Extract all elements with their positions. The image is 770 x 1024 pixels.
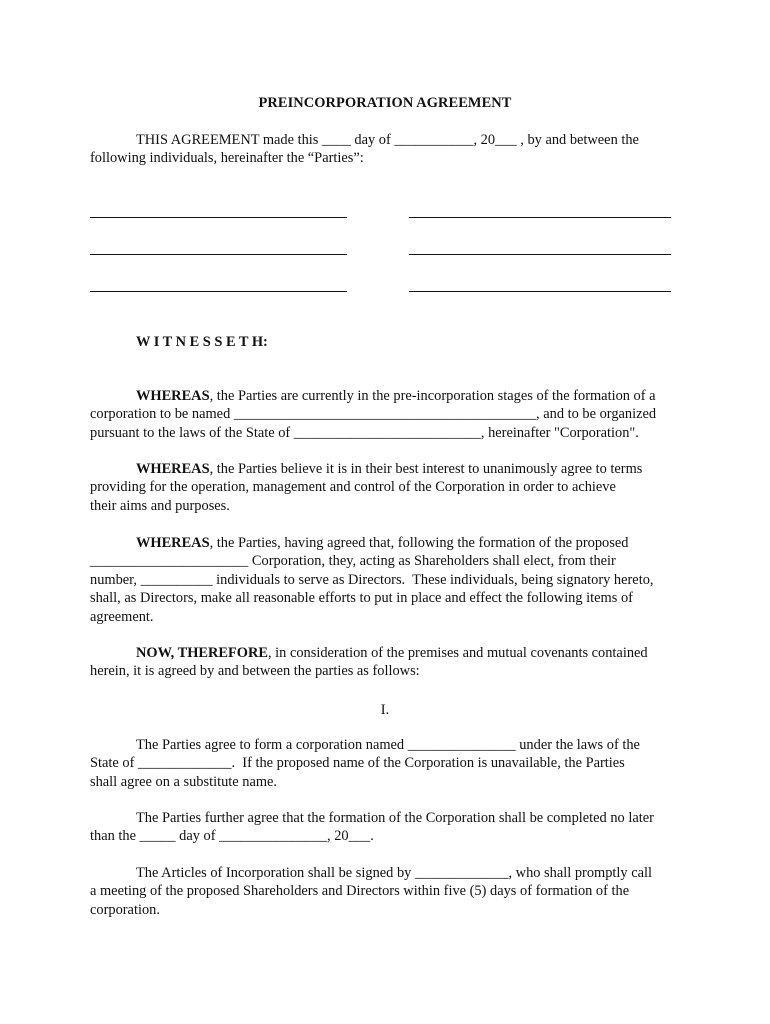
whereas-paragraph-3 — [90, 534, 690, 626]
whereas-paragraph-1 — [90, 387, 690, 442]
whereas3-line-2: ______________________ Corporation, they, acting as Shareholders shall elect, from their — [90, 553, 616, 570]
clause1-line-2: State of _____________. If the proposed name of the Corporation is unavailable, the Parties — [90, 755, 625, 772]
intro-line-1: THIS AGREEMENT made this ____ day of ___________, 20___ , by and between the — [136, 132, 639, 148]
witnesseth-heading: W I T N E S S E T H: — [136, 334, 268, 350]
party-line-3-right[interactable] — [409, 291, 671, 292]
now-therefore-lead: NOW, THEREFORE — [136, 645, 268, 661]
whereas3-line-1: WHEREAS, the Parties, having agreed that, following the formation of the proposed — [136, 535, 629, 551]
party-line-3-left[interactable] — [90, 291, 347, 292]
now-therefore-paragraph — [90, 644, 690, 681]
whereas3-line-4: shall, as Directors, make all reasonable efforts to put in place and effect the following items of — [90, 590, 633, 607]
party-line-1-left[interactable] — [90, 217, 347, 218]
now-therefore-line-1: NOW, THEREFORE, in consideration of the premises and mutual covenants contained — [136, 645, 648, 661]
section-number: I. — [380, 702, 390, 718]
whereas3-line-3: number, __________ individuals to serve as Directors. These individuals, being signatory hereto, — [90, 571, 654, 588]
clause1-line-1: The Parties agree to form a corporation named _______________ under the laws of the — [136, 737, 640, 753]
clause1-line-3: shall agree on a substitute name. — [90, 773, 278, 790]
clause2-line-1: The Parties further agree that the formation of the Corporation shall be completed no later — [136, 810, 654, 826]
clause3-line-3: corporation. — [90, 901, 160, 918]
clause3-line-2: a meeting of the proposed Shareholders and Directors within five (5) days of formation of the — [90, 883, 630, 900]
clause3-line-1: The Articles of Incorporation shall be signed by _____________, who shall promptly call — [136, 865, 652, 881]
clause-paragraph-3 — [90, 864, 690, 919]
clause-paragraph-1 — [90, 736, 690, 791]
whereas2-lead: WHEREAS — [136, 461, 210, 477]
whereas1-lead: WHEREAS — [136, 388, 210, 404]
whereas3-lead: WHEREAS — [136, 535, 210, 551]
whereas3-line-5: agreement. — [90, 608, 154, 625]
whereas2-line-1: WHEREAS, the Parties believe it is in their best interest to unanimously agree to terms — [136, 461, 643, 477]
party-line-1-right[interactable] — [409, 217, 671, 218]
whereas1-line-1: WHEREAS, the Parties are currently in the pre-incorporation stages of the formation of a — [136, 388, 656, 404]
intro-paragraph — [90, 131, 690, 168]
whereas-paragraph-2 — [90, 460, 690, 515]
whereas2-line-2: providing for the operation, management and control of the Corporation in order to achieve — [90, 479, 616, 496]
clause2-line-2: than the _____ day of _______________, 20___. — [90, 828, 374, 845]
document-title: PREINCORPORATION AGREEMENT — [258, 95, 512, 111]
clause-paragraph-2 — [90, 809, 690, 846]
now-therefore-line-2: herein, it is agreed by and between the parties as follows: — [90, 663, 420, 680]
intro-line-2: following individuals, hereinafter the “Parties”: — [90, 150, 364, 167]
whereas1-line-2: corporation to be named __________________________________________, and to be organized — [90, 406, 657, 423]
whereas1-line-3: pursuant to the laws of the State of __________________________, hereinafter "Corporation". — [90, 424, 639, 441]
party-line-2-left[interactable] — [90, 254, 347, 255]
party-line-2-right[interactable] — [409, 254, 671, 255]
whereas2-line-3: their aims and purposes. — [90, 497, 230, 514]
